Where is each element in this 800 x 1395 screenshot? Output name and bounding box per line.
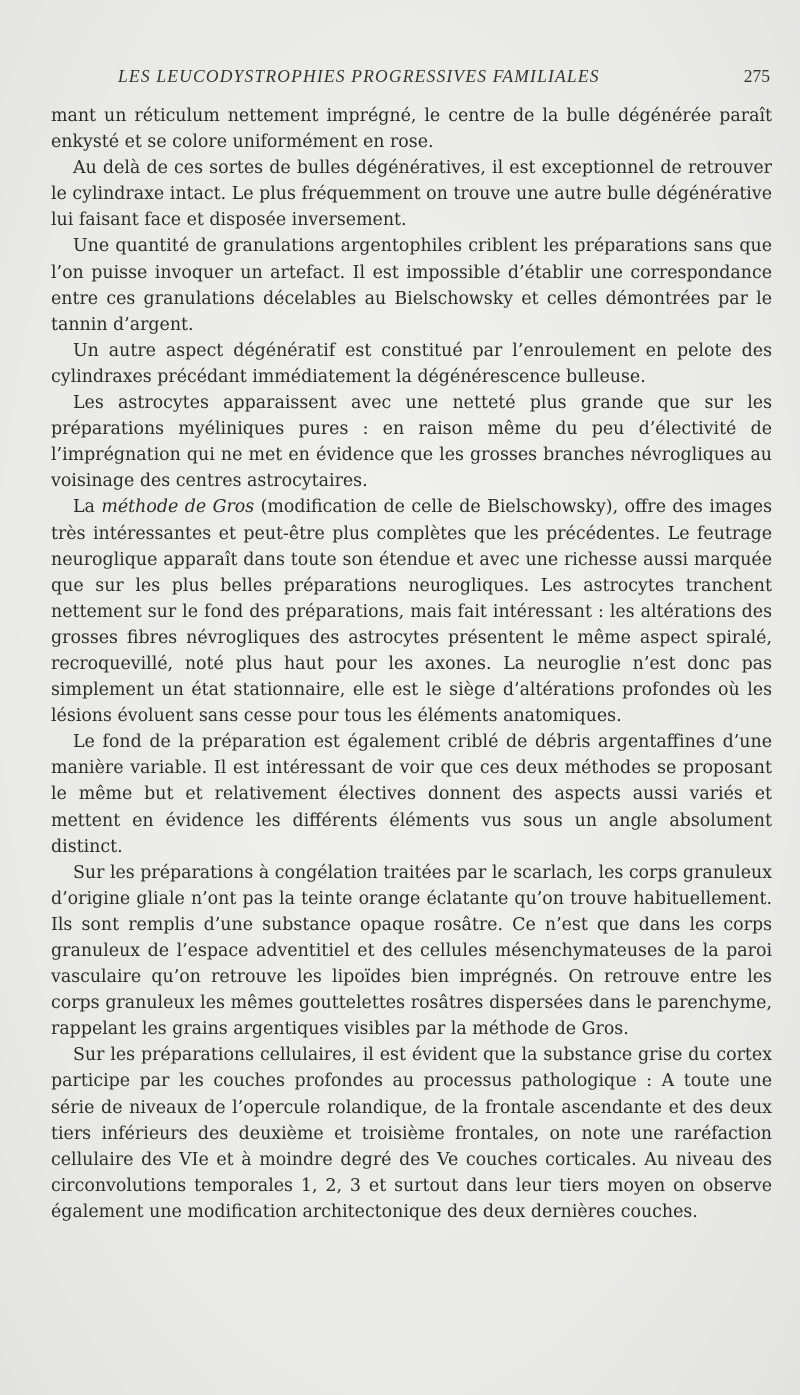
paragraph: mant un réticulum nettement imprégné, le centre de la bulle dégénérée paraît enkysté et se colore uniformément en rose. xyxy=(51,106,772,153)
paragraph: Une quantité de granulations argentophiles criblent les préparations sans que l’on puisse invoquer un artefact. Il est impossible d’établir une correspondance entre ces granulations décelables au Bielschowsky et celles démontrées par le tannin d’argent. xyxy=(51,236,772,335)
paragraph: Un autre aspect dégénératif est constitué par l’enroulement en pelote des cylindraxes précédant immédiatement la dégénérescence bulleuse. xyxy=(51,340,772,387)
paragraph: Les astrocytes apparaissent avec une netteté plus grande que sur les préparations myéliniques pures : en raison même du peu d’électivité de l’imprégnation qui ne met en évidence que les grosses branches névrogliques au voisinage des centres astrocytaires. xyxy=(51,393,772,492)
paragraph-rest: (modification de celle de Bielschowsky), offre des images très intéressantes et peut-être plus complètes que les précédentes. Le feutrage neuroglique apparaît dans toute son étendue et avec une richesse aussi marquée que sur les plus belles préparations neurogliques. Les astrocytes tranchent nettement sur le fond des préparations, mais fait intéressant : les altérations des grosses fibres névrogliques des astrocytes présentent le même aspect spiralé, recroquevillé, noté plus haut pour les axones. La neuroglie n’est donc pas simplement un état stationnaire, elle est le siège d’altérations profondes où les lésions évoluent sans cesse pour tous les éléments anatomiques. xyxy=(51,497,772,727)
paragraph-lead: La xyxy=(73,497,102,518)
italic-term: méthode de Gros xyxy=(101,497,255,518)
page-number: 275 xyxy=(743,66,770,86)
paragraph: Le fond de la préparation est également criblé de débris argentaffines d’une manière variable. Il est intéressant de voir que ces deux méthodes se proposant le même but et relativement électives donnent des aspects aussi variés et mettent en évidence les différents éléments vus sous un angle absolument distinct. xyxy=(51,732,772,857)
paragraph-methode-de-gros xyxy=(51,494,772,729)
paragraph: Sur les préparations à congélation traitées par le scarlach, les corps granuleux d’origine gliale n’ont pas la teinte orange éclatante qu’on trouve habituellement. Ils sont remplis d’une substance opaque rosâtre. Ce n’est que dans les corps granuleux de l’espace adventitiel et des cellules mésenchymateuses de la paroi vasculaire qu’on retrouve les lipoïdes bien imprégnés. On retrouve entre les corps granuleux les mêmes gouttelettes rosâtres dispersées dans le parenchyme, rappelant les grains argentiques visibles par la méthode de Gros. xyxy=(51,862,773,1040)
paragraph: Sur les préparations cellulaires, il est évident que la substance grise du cortex participe par les couches profondes au processus pathologique : A toute une série de niveaux de l’opercule rolandique, de la frontale ascendante et des deux tiers inférieurs des deuxième et troisième frontales, on note une raréfaction cellulaire des VIe et à moindre degré des Ve couches corticales. Au niveau des circonvolutions temporales 1, 2, 3 et surtout dans leur tiers moyen on observe également une modification architectonique des deux dernières couches. xyxy=(51,1045,772,1222)
paragraph: Au delà de ces sortes de bulles dégénératives, il est exceptionnel de retrouver le cylindraxe intact. Le plus fréquemment on trouve une autre bulle dégénérative lui faisant face et disposée inversement. xyxy=(51,158,772,231)
body-text xyxy=(51,103,772,1225)
running-title: LES LEUCODYSTROPHIES PROGRESSIVES FAMILIALES xyxy=(118,66,600,86)
running-header xyxy=(118,66,770,90)
